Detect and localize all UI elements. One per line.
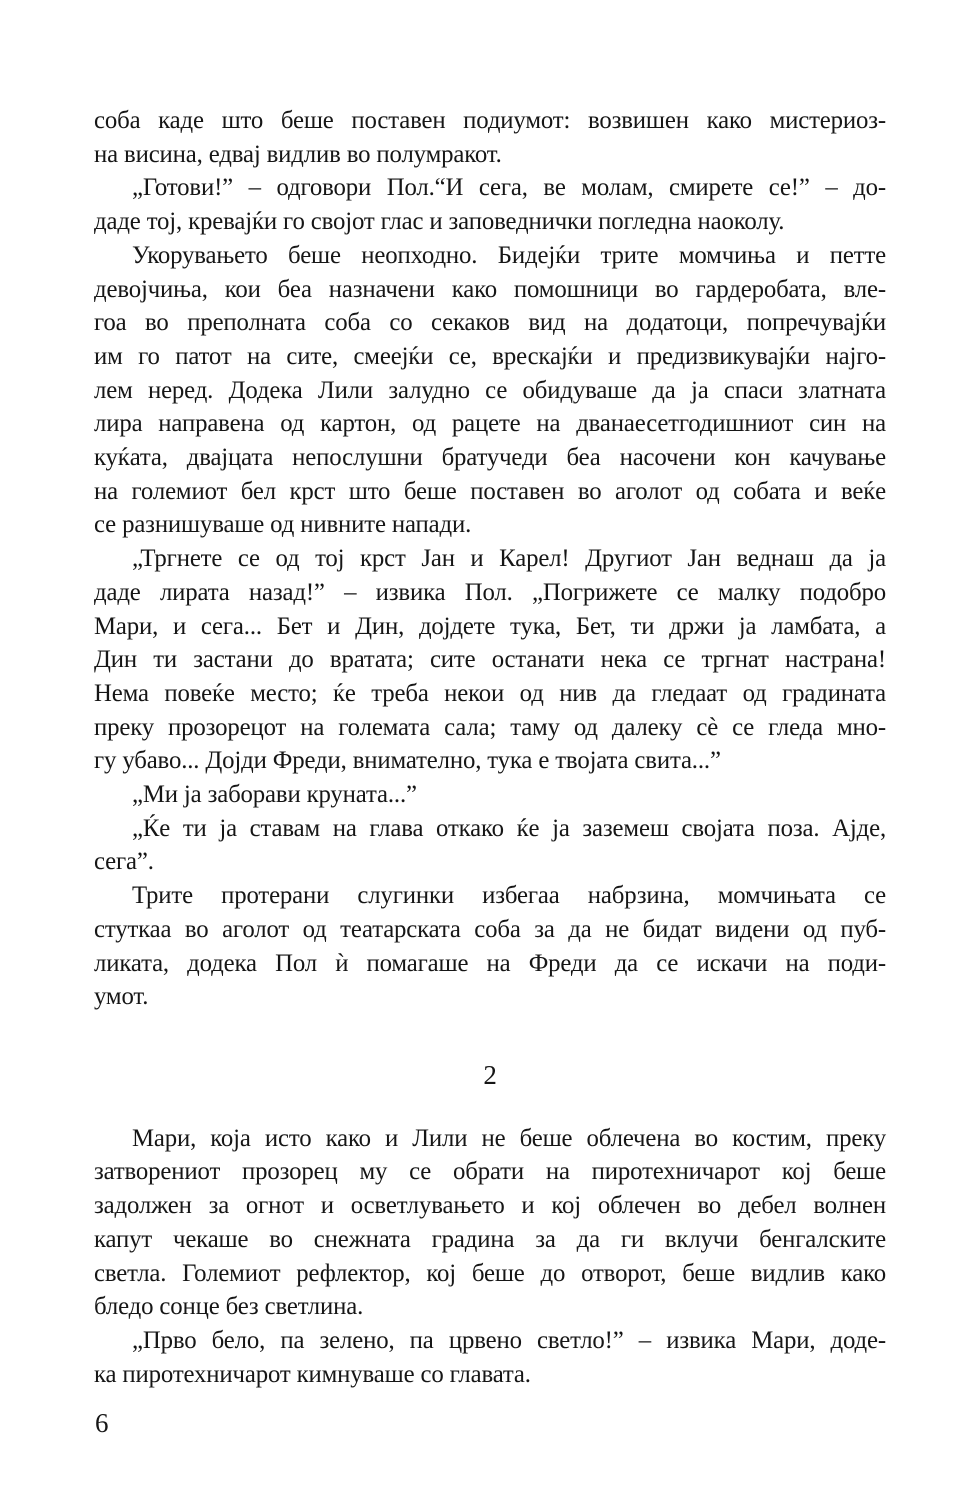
text-line: девојчиња, кои беа назначени како помошници во гардеробата, вле- (94, 275, 886, 303)
text-line: Трите протерани слугинки избегаа набрзина, момчињата се (132, 882, 886, 910)
text-line: ка пиротехничарот кимнуваше со главата. (94, 1360, 531, 1388)
section-heading: 2 (483, 1059, 497, 1090)
text-line: соба каде што беше поставен подиумот: возвишен како мистериоз- (94, 107, 886, 134)
paragraph (94, 879, 886, 1014)
paragraph (94, 104, 886, 171)
text-line: се разнишуваше од нивните напади. (94, 511, 472, 539)
text-line: затворениот прозорец му се обрати на пиротехничарот кој беше (94, 1158, 886, 1186)
text-line: ликата, додека Пол ѝ помагаше на Фреди да се искачи на поди- (94, 949, 886, 977)
text-line: преку прозорецот на големата сала; таму од далеку сè се гледа мно- (94, 713, 886, 741)
text-line: стуткаа во аголот од театарската соба за да не бидат видени од пуб- (94, 915, 886, 943)
text-line: сега”. (94, 848, 154, 876)
paragraph (94, 542, 886, 778)
text-line: капут чекаше во снежната градина за да ги вклучи бенгалските (94, 1225, 886, 1253)
text-line: Мари, и сега... Бет и Дин, дојдете тука, Бет, ти држи ја ламбата, а (94, 612, 886, 640)
text-line: бледо сонце без светлина. (94, 1293, 364, 1321)
text-line: „Ми ја заборави круната...” (132, 781, 417, 809)
text-line: Мари, која исто како и Лили не беше облечена во костим, преку (132, 1124, 886, 1152)
text-line: гоа во преполната соба со секаков вид на додатоци, попречувајќи (94, 309, 886, 337)
text-line: светла. Големиот рефлектор, кој беше до отворот, беше видлив како (94, 1259, 886, 1287)
text-line: Дин ти застани до вратата; сите останати нека се тргнат настрана! (94, 646, 886, 674)
text-line: им го патот на сите, смеејќи се, врескајќи и предизвикувајќи најго- (94, 342, 886, 370)
text-line: Нема повеќе место; ќе треба некои од нив да гледаат од градината (94, 679, 886, 707)
text-line: куќата, двајцата непослушни братучеди беа насочени кон качување (94, 444, 886, 472)
text-line: на големиот бел крст што беше поставен во аголот од собата и веќе (94, 477, 886, 505)
paragraph (94, 812, 886, 879)
text-line: „Готови!” – одговори Пол.“И сега, ве молам, смирете се!” – до- (132, 174, 886, 202)
text-line: „Ќе ти ја ставам на глава откако ќе ја заземеш својата поза. Ајде, (132, 814, 886, 842)
text-line: лира направена од картон, од рацете на дванаесетгодишниот син на (94, 410, 886, 438)
text-line: „Тргнете се од тој крст Јан и Карел! Другиот Јан веднаш да ја (132, 545, 886, 573)
text-line: умот. (94, 983, 149, 1011)
text-line: Укорувањето беше неопходно. Бидејќи трите момчиња и петте (132, 241, 886, 269)
text-line: даде тој, кревајќи го својот глас и заповеднички погледна наоколу. (94, 208, 785, 236)
text-line: „Прво бело, па зелено, па црвено светло!” – извика Мари, доде- (132, 1326, 886, 1354)
text-line: даде лирата назад!” – извика Пол. „Погрижете се малку подобро (94, 578, 886, 606)
paragraph (94, 1122, 886, 1324)
text-block (94, 104, 886, 1391)
text-line: гу убаво... Дојди Фреди, внимателно, тука е твојата свита...” (94, 747, 721, 775)
text-line: лем неред. Додека Лили залудно се обидуваше да ја спаси златната (94, 376, 886, 404)
paragraph (94, 239, 886, 542)
text-line: на висина, едвај видлив во полумракот. (94, 140, 502, 168)
paragraph (94, 1324, 886, 1391)
page-number: 6 (95, 1408, 109, 1438)
paragraph (94, 778, 886, 812)
text-line: задолжен за огнот и осветлувањето и кој облечен во дебел волнен (94, 1192, 886, 1220)
paragraph (94, 171, 886, 238)
